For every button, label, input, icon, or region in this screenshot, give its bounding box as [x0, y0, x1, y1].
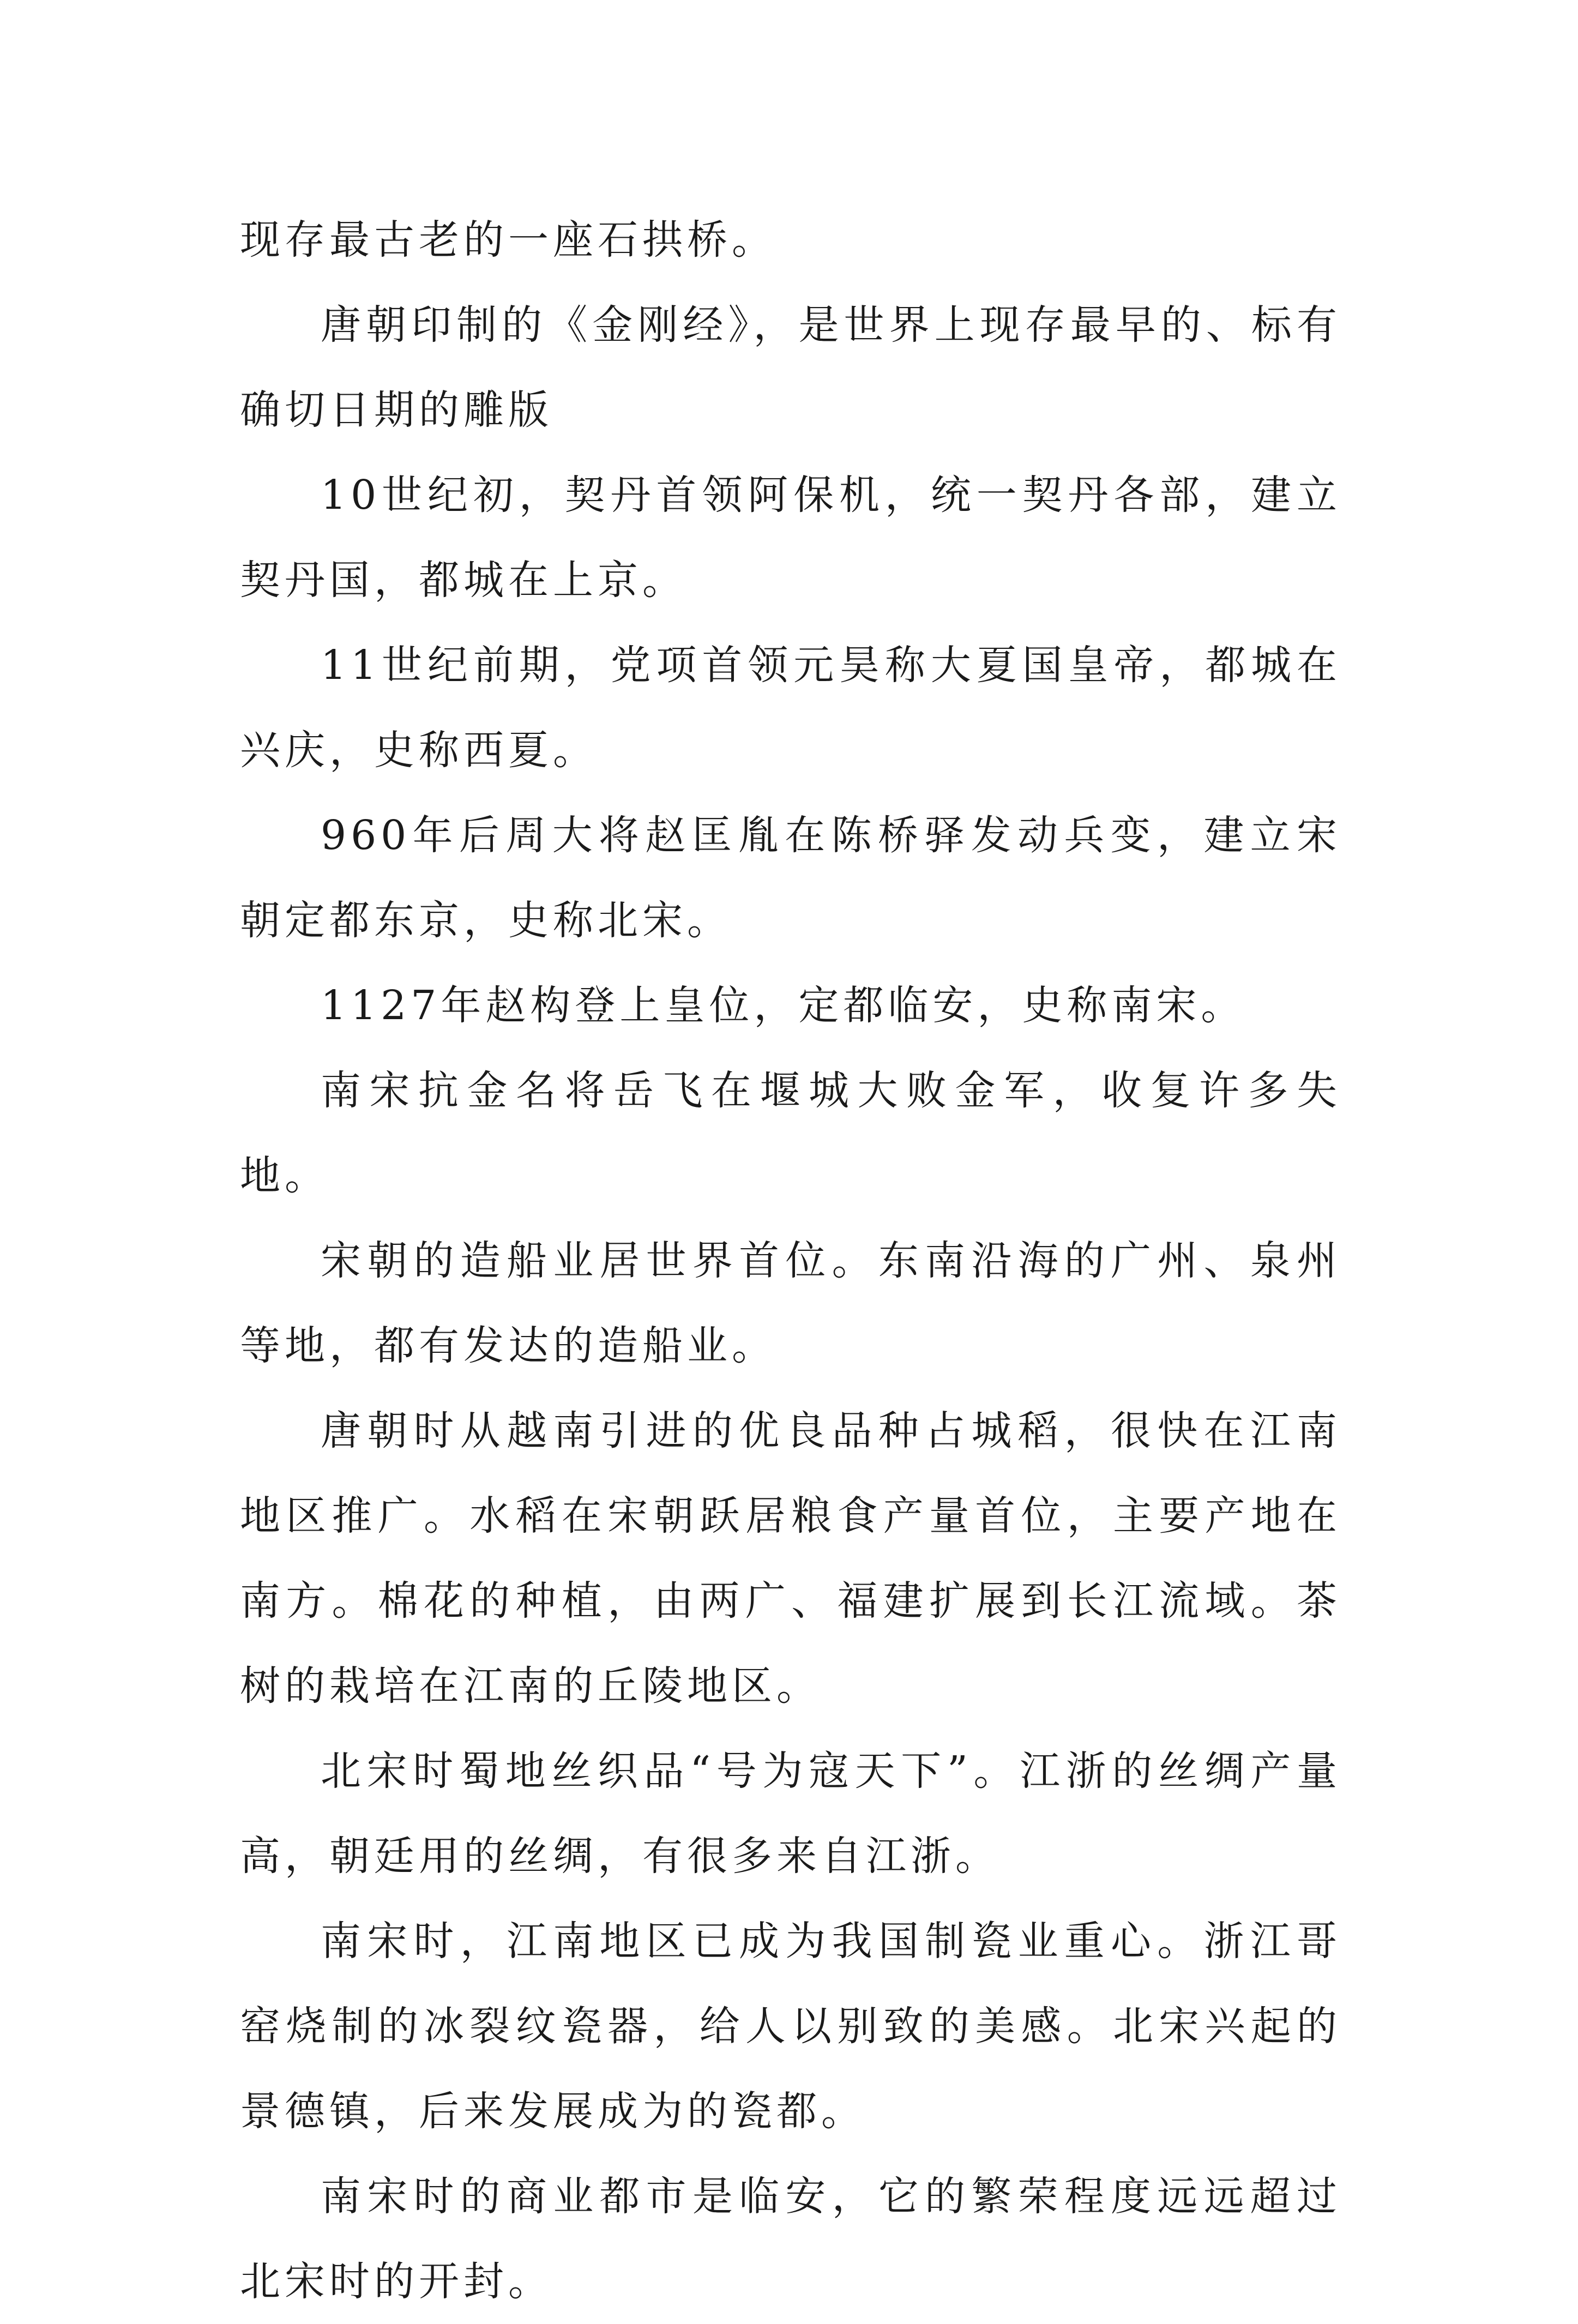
- document-body: [240, 197, 1341, 2324]
- paragraph-8: 宋朝的造船业居世界首位。东南沿海的广州、泉州等地，都有发达的造船业。: [240, 1237, 1341, 1369]
- paragraph-9: 唐朝时从越南引进的优良品种占城稻，很快在江南地区推广。水稻在宋朝跃居粮食产量首位，主要产地在南方。棉花的种植，由两广、福建扩展到长江流域。茶树的栽培在江南的丘陵地区。: [240, 1407, 1341, 1709]
- paragraph-6: 1127年赵构登上皇位，定都临安，史称南宋。: [321, 982, 1246, 1029]
- paragraph-11: 南宋时，江南地区已成为我国制瓷业重心。浙江哥窑烧制的冰裂纹瓷器，给人以别致的美感。北宋兴起的景德镇，后来发展成为的瓷都。: [240, 1918, 1341, 2135]
- paragraph-5: 960年后周大将赵匡胤在陈桥驿发动兵变，建立宋朝定都东京，史称北宋。: [240, 812, 1341, 944]
- paragraph-4: 11世纪前期，党项首领元昊称大夏国皇帝，都城在兴庆，史称西夏。: [240, 642, 1341, 774]
- paragraph-3: 10世纪初，契丹首领阿保机，统一契丹各部，建立契丹国，都城在上京。: [240, 472, 1341, 604]
- paragraph-2: 唐朝印制的《金刚经》，是世界上现存最早的、标有确切日期的雕版: [240, 302, 1341, 434]
- paragraph-1: 现存最古老的一座石拱桥。: [240, 216, 776, 263]
- paragraph-12: 南宋时的商业都市是临安，它的繁荣程度远远超过北宋时的开封。: [240, 2173, 1341, 2305]
- paragraph-7: 南宋抗金名将岳飞在堰城大败金军，收复许多失地。: [240, 1067, 1341, 1199]
- paragraph-10: 北宋时蜀地丝织品“号为寇天下”。江浙的丝绸产量高，朝廷用的丝绸，有很多来自江浙。: [240, 1748, 1341, 1880]
